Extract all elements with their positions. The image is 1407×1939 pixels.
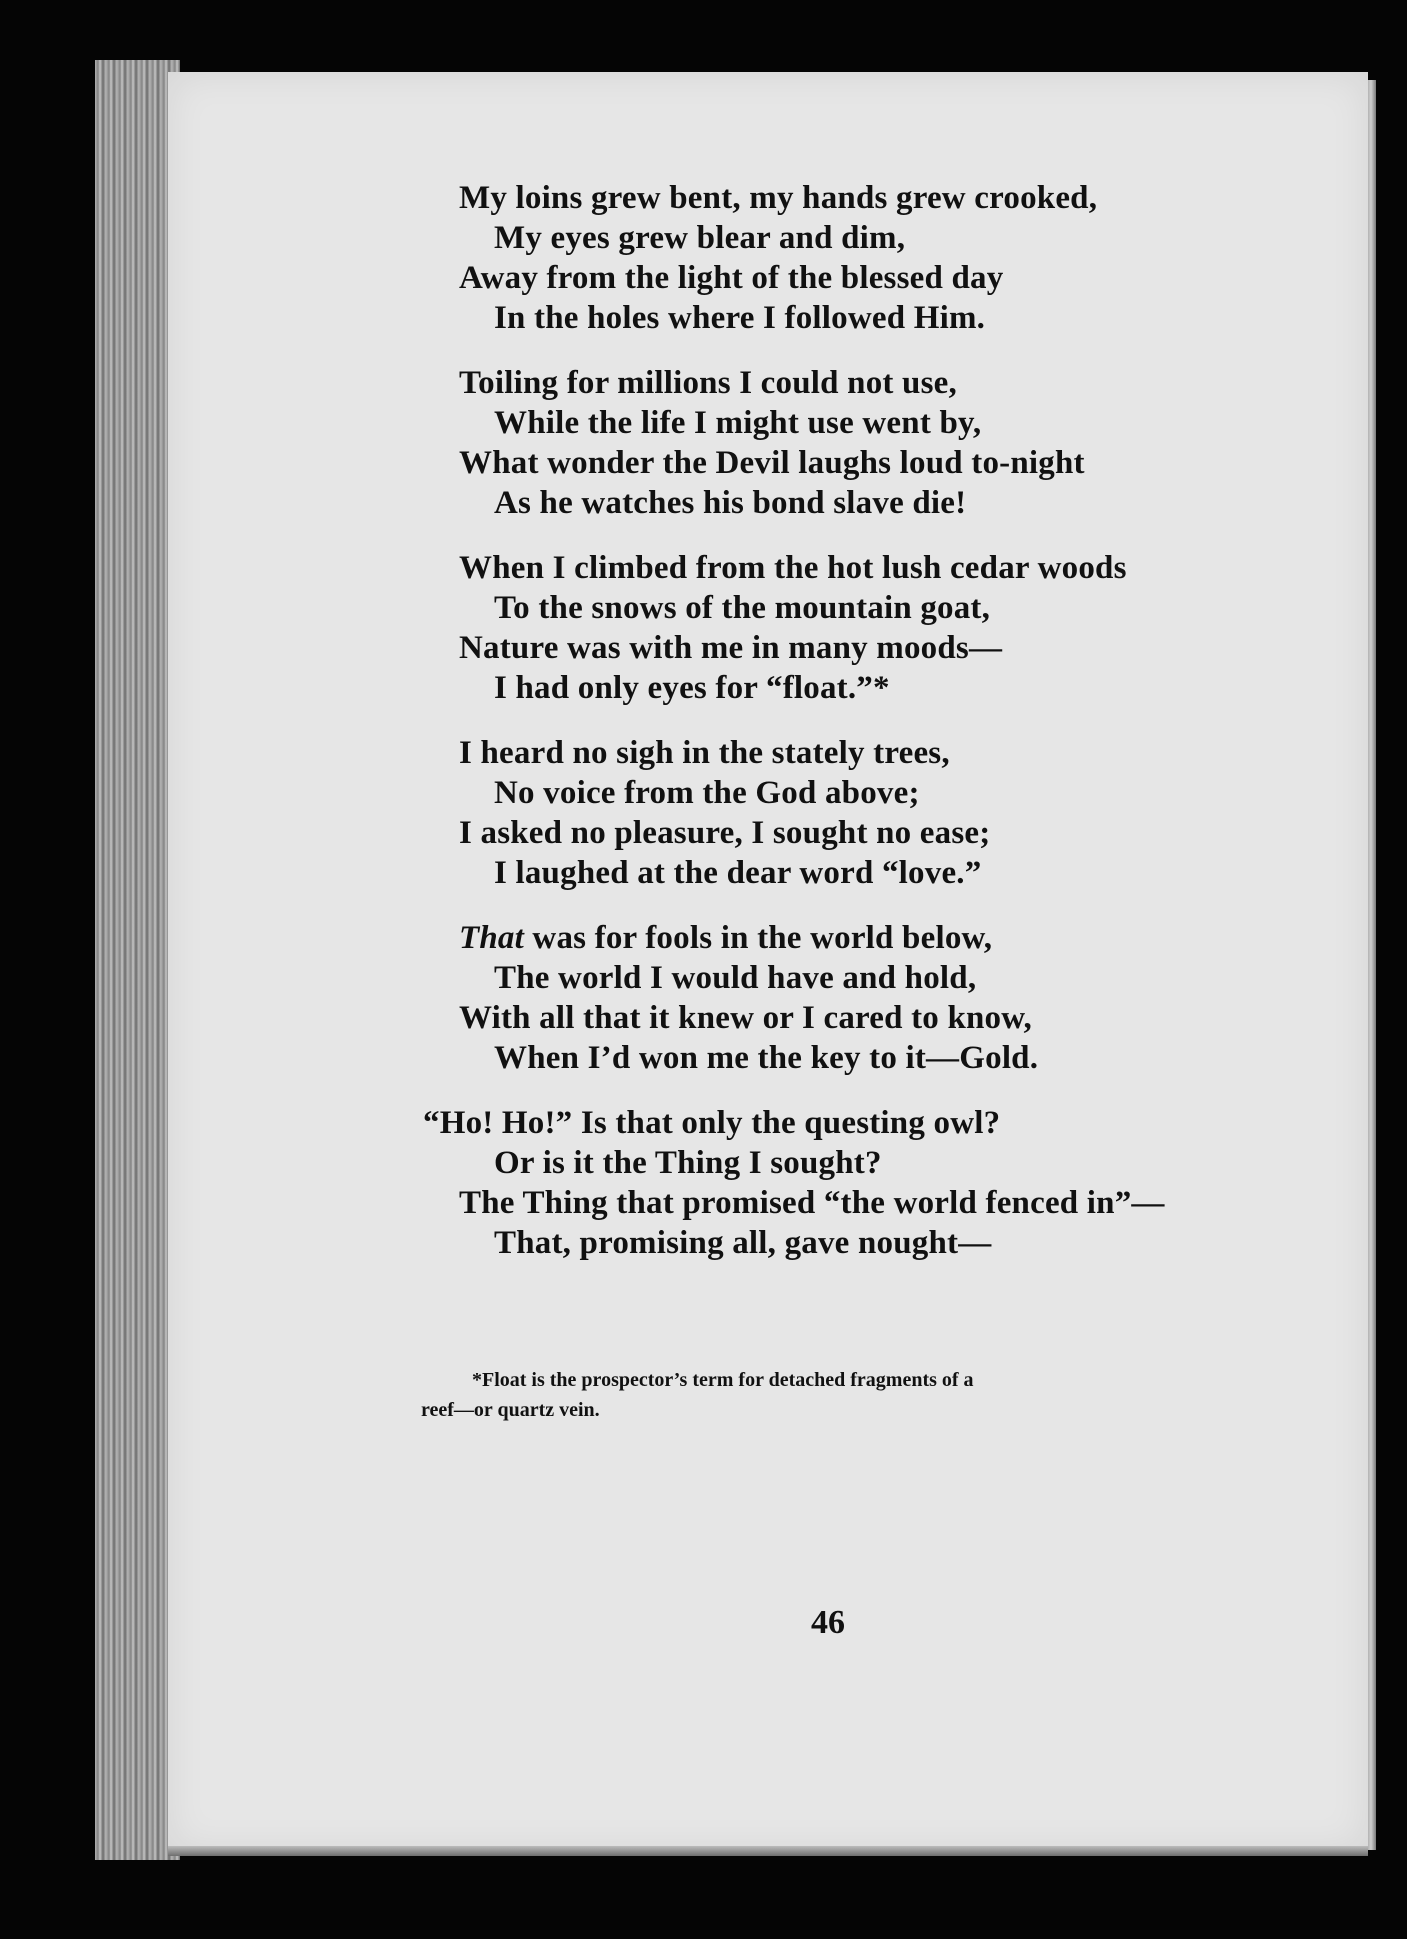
poem-line: I asked no pleasure, I sought no ease;	[459, 815, 991, 851]
poem-line: I laughed at the dear word “love.”	[494, 855, 982, 891]
poem-line: My eyes grew blear and dim,	[494, 220, 906, 256]
page-number: 46	[811, 1604, 845, 1641]
poem-line	[459, 918, 992, 958]
page-bottom-edge	[168, 1846, 1368, 1856]
poem-line: Nature was with me in many moods—	[459, 630, 1003, 666]
poem-line: With all that it knew or I cared to know,	[459, 1000, 1032, 1036]
poem-line: To the snows of the mountain goat,	[494, 590, 991, 626]
italic-word: That	[459, 920, 524, 956]
poem-line: When I climbed from the hot lush cedar woods	[459, 550, 1127, 586]
poem-line: No voice from the God above;	[494, 775, 920, 811]
poem-line: As he watches his bond slave die!	[494, 485, 967, 521]
footnote-line-2: reef—or quartz vein.	[421, 1399, 600, 1421]
poem-line: I had only eyes for “float.”*	[494, 670, 890, 706]
poem-line: “Ho! Ho!” Is that only the questing owl?	[423, 1105, 1001, 1141]
poem-line: Or is it the Thing I sought?	[494, 1145, 882, 1181]
poem-line: My loins grew bent, my hands grew crooked,	[459, 180, 1098, 216]
poem-line: What wonder the Devil laughs loud to-night	[459, 445, 1085, 481]
book-page	[168, 72, 1368, 1852]
footnote-line-1: *Float is the prospector’s term for detached fragments of a	[472, 1369, 974, 1391]
line-rest: was for fools in the world below,	[523, 920, 993, 956]
poem-line: Away from the light of the blessed day	[459, 260, 1004, 296]
poem-line: Toiling for millions I could not use,	[459, 365, 957, 401]
poem-line: While the life I might use went by,	[494, 405, 982, 441]
poem-line: I heard no sigh in the stately trees,	[459, 735, 950, 771]
poem-line: In the holes where I followed Him.	[494, 300, 986, 336]
poem-line: The world I would have and hold,	[494, 960, 977, 996]
poem-line: The Thing that promised “the world fenced in”—	[459, 1185, 1165, 1221]
poem-line: When I’d won me the key to it—Gold.	[494, 1040, 1039, 1076]
poem-line: That, promising all, gave nought—	[494, 1225, 992, 1261]
poem-body	[168, 72, 1368, 1852]
